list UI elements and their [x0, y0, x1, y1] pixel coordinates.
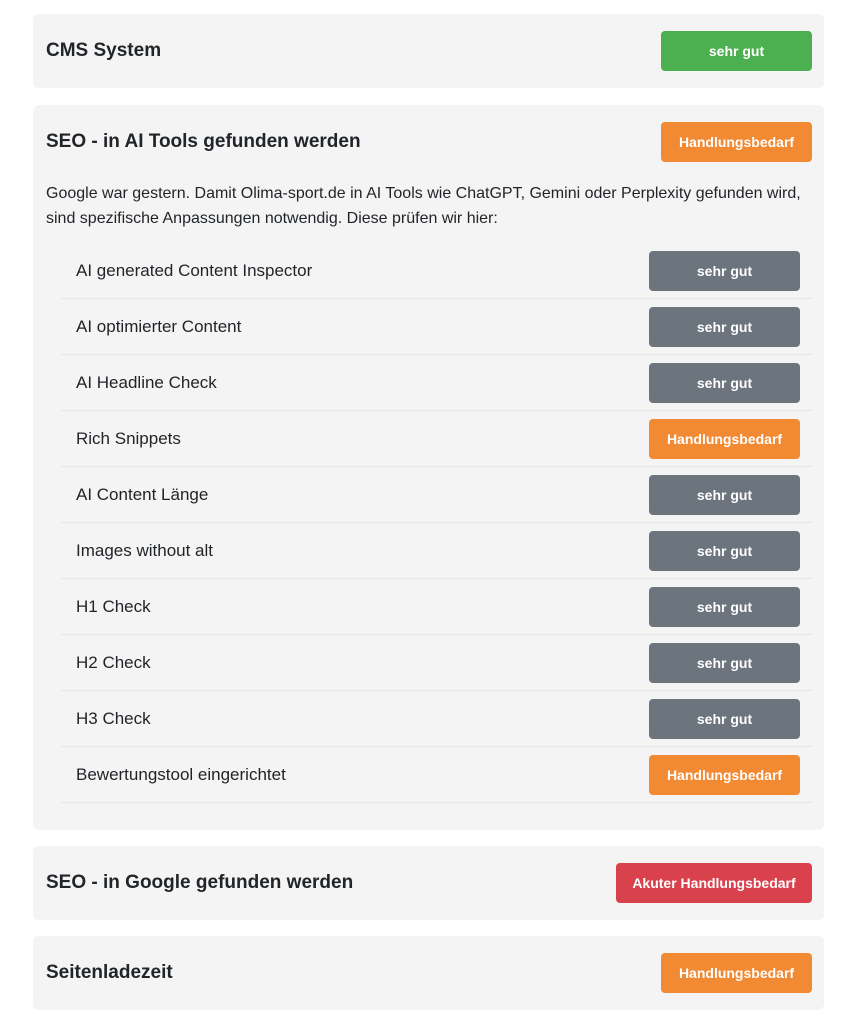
check-label: AI Content Länge: [76, 484, 209, 504]
check-row-h1: [61, 579, 812, 635]
check-label: Rich Snippets: [76, 428, 181, 448]
check-label: AI generated Content Inspector: [76, 260, 313, 280]
check-label: H2 Check: [76, 652, 151, 672]
check-row-h2: [61, 635, 812, 691]
check-label: H1 Check: [76, 596, 151, 616]
section-description: Google war gestern. Damit Olima-sport.de in AI Tools wie ChatGPT, Gemini oder Perplexity gefunden wird, sind spezifische Anpassungen notwendig. Diese prüfen wir hier:: [46, 185, 801, 227]
status-badge[interactable]: Handlungsbedarf: [661, 122, 812, 162]
check-list: [61, 243, 812, 803]
check-status-badge[interactable]: sehr gut: [649, 587, 800, 627]
check-row-ai-headline: [61, 355, 812, 411]
status-badge[interactable]: sehr gut: [661, 31, 812, 71]
check-row-ai-optimized-content: [61, 299, 812, 355]
check-status-badge[interactable]: sehr gut: [649, 307, 800, 347]
section-title: SEO - in AI Tools gefunden werden: [46, 131, 361, 152]
check-status-badge[interactable]: sehr gut: [649, 643, 800, 683]
status-badge[interactable]: Akuter Handlungsbedarf: [616, 863, 812, 903]
check-row-images-without-alt: [61, 523, 812, 579]
check-label: AI optimierter Content: [76, 316, 242, 336]
section-seo-ai-tools: [33, 105, 824, 830]
section-header: [33, 936, 824, 1010]
check-row-rich-snippets: [61, 411, 812, 467]
section-seo-google: [33, 846, 824, 920]
status-badge[interactable]: Handlungsbedarf: [661, 953, 812, 993]
check-row-ai-content-inspector: [61, 243, 812, 299]
check-label: Images without alt: [76, 540, 214, 560]
section-header: [33, 14, 824, 88]
check-row-review-tool: [61, 747, 812, 803]
section-page-load-time: [33, 936, 824, 1010]
check-status-badge[interactable]: sehr gut: [649, 531, 800, 571]
section-cms-system: [33, 14, 824, 88]
check-status-badge[interactable]: sehr gut: [649, 475, 800, 515]
section-header: [33, 105, 824, 179]
check-row-ai-content-length: [61, 467, 812, 523]
check-status-badge[interactable]: Handlungsbedarf: [649, 419, 800, 459]
section-title: SEO - in Google gefunden werden: [46, 872, 354, 893]
check-status-badge[interactable]: sehr gut: [649, 363, 800, 403]
section-header: [33, 846, 824, 920]
check-status-badge[interactable]: sehr gut: [649, 251, 800, 291]
check-label: Bewertungstool eingerichtet: [76, 764, 286, 784]
check-status-badge[interactable]: sehr gut: [649, 699, 800, 739]
check-label: AI Headline Check: [76, 372, 217, 392]
section-title: CMS System: [46, 40, 162, 61]
check-row-h3: [61, 691, 812, 747]
check-label: H3 Check: [76, 708, 151, 728]
section-title: Seitenladezeit: [46, 962, 173, 983]
check-status-badge[interactable]: Handlungsbedarf: [649, 755, 800, 795]
